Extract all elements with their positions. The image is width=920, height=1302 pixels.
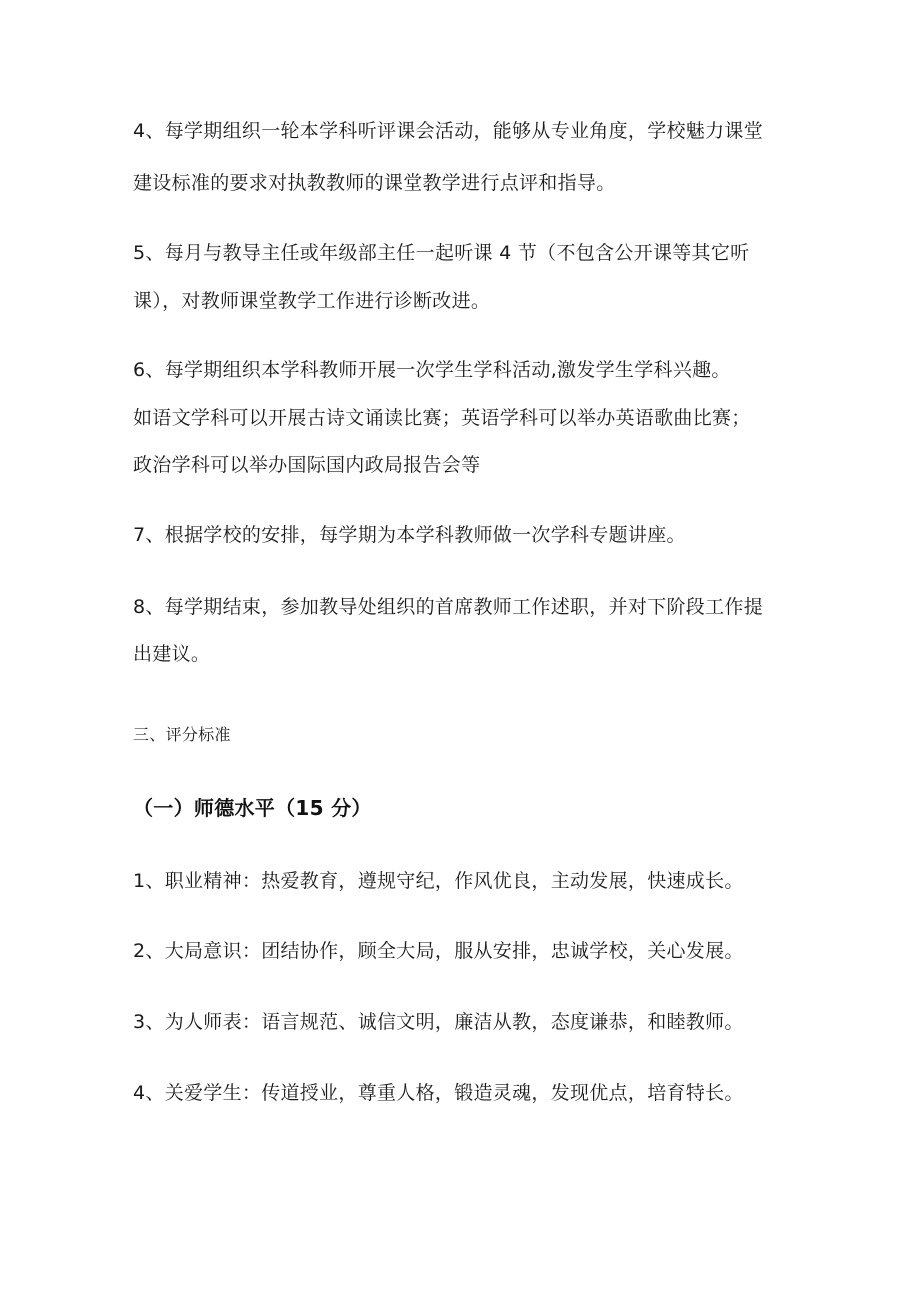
criterion-3: 3、为人师表：语言规范、诚信文明，廉洁从教，态度谦恭，和睦教师。: [133, 1011, 744, 1033]
paragraph-6-line-3: 政治学科可以举办国际国内政局报告会等: [133, 454, 481, 476]
paragraph-7-line-1: 7、根据学校的安排，每学期为本学科教师做一次学科专题讲座。: [133, 524, 686, 546]
paragraph-8-line-2: 出建议。: [133, 643, 211, 665]
criterion-2: 2、大局意识：团结协作，顾全大局，服从安排，忠诚学校，关心发展。: [133, 940, 744, 962]
section-title: 三、评分标准: [133, 725, 231, 744]
paragraph-6-line-2: 如语文学科可以开展古诗文诵读比赛；英语学科可以举办英语歌曲比赛；: [133, 407, 751, 429]
subsection-title: （一）师德水平（15 分）: [133, 796, 372, 820]
paragraph-5-line-2: 课），对教师课堂教学工作进行诊断改进。: [133, 290, 491, 312]
criterion-4: 4、关爱学生：传道授业，尊重人格，锻造灵魂，发现优点，培育特长。: [133, 1082, 744, 1104]
criterion-1: 1、职业精神：热爱教育，遵规守纪，作风优良，主动发展，快速成长。: [133, 870, 744, 892]
paragraph-8-line-1: 8、每学期结束，参加教导处组织的首席教师工作述职，并对下阶段工作提: [133, 596, 763, 618]
paragraph-4-line-2: 建设标准的要求对执教教师的课堂教学进行点评和指导。: [133, 172, 616, 194]
paragraph-5-line-1: 5、每月与教导主任或年级部主任一起听课 4 节（不包含公开课等其它听: [133, 242, 750, 264]
paragraph-6-line-1: 6、每学期组织本学科教师开展一次学生学科活动,激发学生学科兴趣。: [133, 359, 731, 381]
paragraph-4-line-1: 4、每学期组织一轮本学科听评课会活动，能够从专业角度，学校魅力课堂: [133, 120, 763, 142]
